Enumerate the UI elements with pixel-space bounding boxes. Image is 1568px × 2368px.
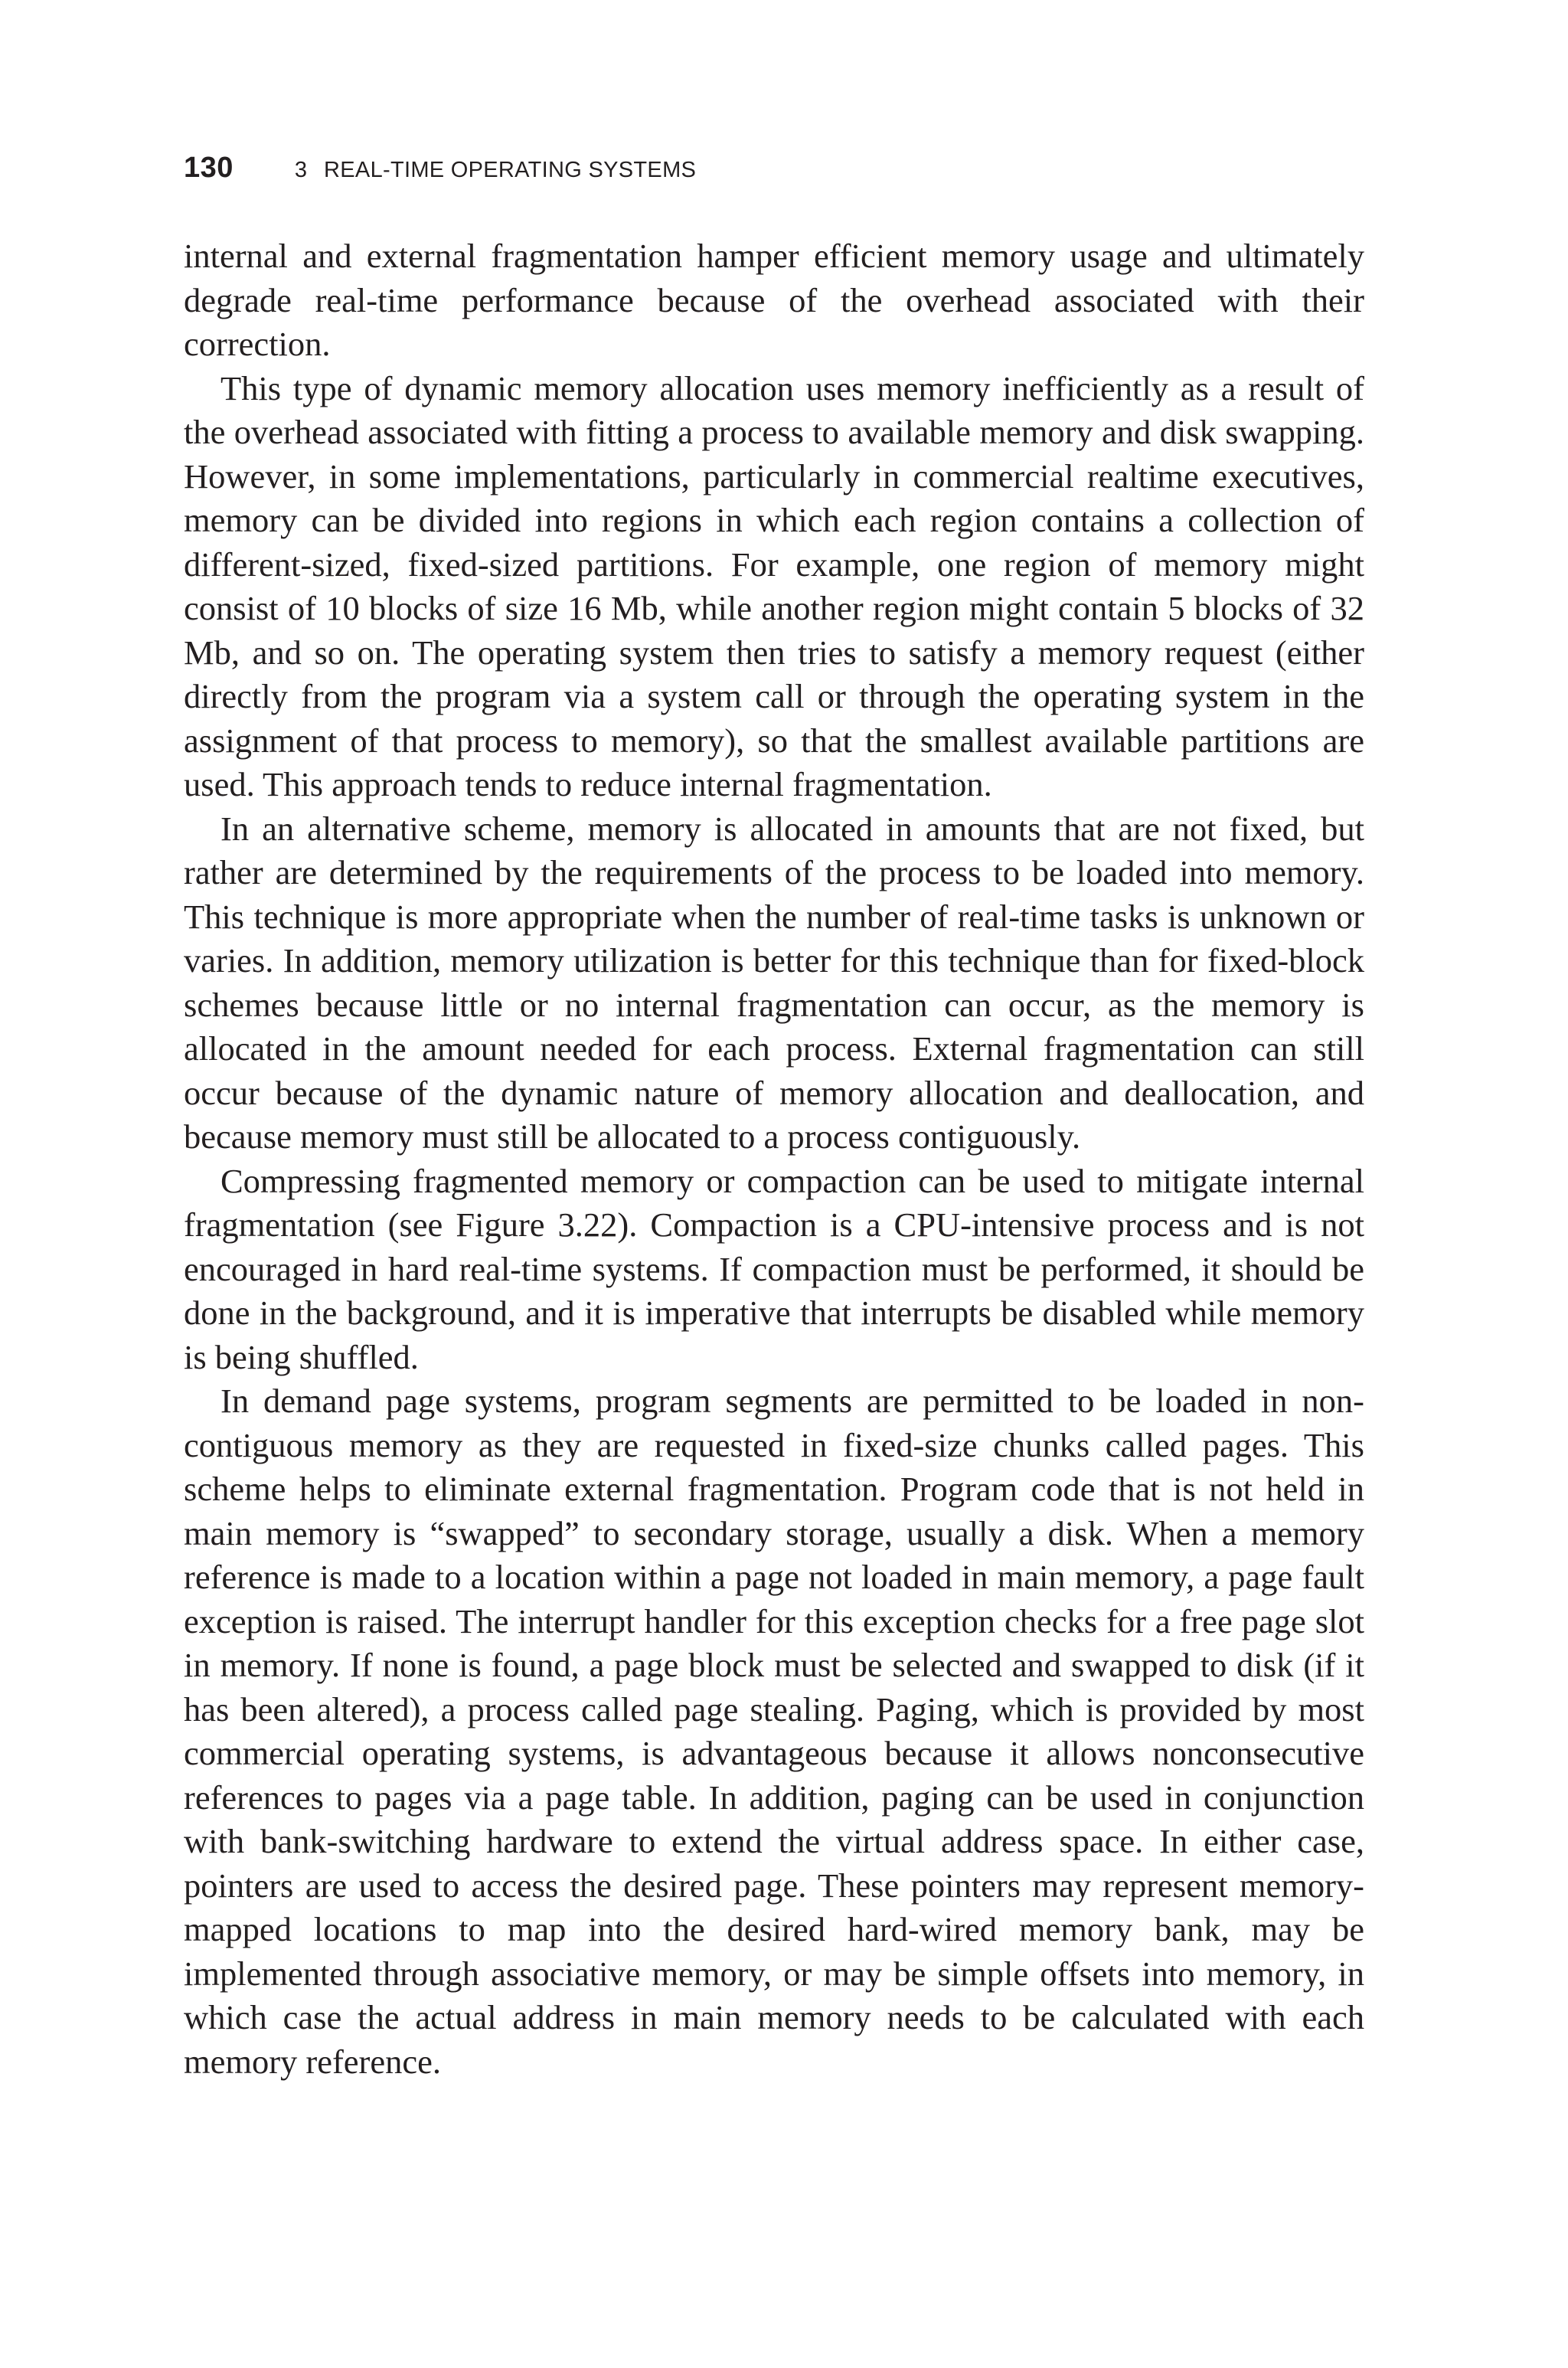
paragraph-continued: internal and external fragmentation hamper efficient memory usage and ultimately degrade real-time performance because of the overhead associated with their correction.: [184, 237, 1364, 363]
chapter-number: 3: [294, 158, 308, 182]
paragraph-alternative-scheme: In an alternative scheme, memory is allocated in amounts that are not fixed, but rather are determined by the requirements of the process to be loaded into memory. This technique is more appropriate when the number of real-time tasks is unknown or varies. In addition, memory utilization is better for this technique than for fixed-block schemes because little or no internal fragmentation can occur, as the memory is allocated in the amount needed for each process. External fragmentation can still occur because of the dynamic nature of memory allocation and deallocation, and because memory must still be allocated to a process contiguously.: [184, 809, 1364, 1156]
body-text: [184, 234, 1364, 2084]
running-head: [184, 152, 696, 190]
page-number: 130: [184, 152, 234, 184]
paragraph-compaction: Compressing fragmented memory or compaction can be used to mitigate internal fragmentation (see Figure 3.22). Compaction is a CPU-intensive process and is not encouraged in hard real-time systems. If compaction must be performed, it should be done in the background, and it is imperative that interrupts be disabled while memory is being shuffled.: [184, 1161, 1364, 1376]
chapter-title: REAL-TIME OPERATING SYSTEMS: [324, 158, 697, 182]
paragraph-demand-paging: In demand page systems, program segments are permitted to be loaded in noncontiguous memory as they are requested in fixed-size chunks called pages. This scheme helps to eliminate external fragmentation. Program code that is not held in main memory is “swapped” to secondary storage, usually a disk. When a memory reference is made to a location within a page not loaded in main memory, a page fault exception is raised. The interrupt handler for this exception checks for a free page slot in memory. If none is found, a page block must be selected and swapped to disk (if it has been altered), a process called page stealing. Paging, which is provided by most commercial operating systems, is advantageous because it allows nonconsecutive references to pages via a page table. In addition, paging can be used in conjunction with bank-switching hardware to extend the virtual address space. In either case, pointers are used to access the desired page. These pointers may represent memory-mapped locations to map into the desired hard-wired memory bank, may be implemented through associative memory, or may be simple offsets into memory, in which case the actual address in main memory needs to be calculated with each memory reference.: [184, 1382, 1364, 2081]
paragraph-dynamic-allocation: This type of dynamic memory allocation uses memory inefficiently as a result of the overhead associated with fitting a process to available memory and disk swapping. However, in some implementations, particularly in commercial realtime executives, memory can be divided into regions in which each region contains a collection of different-sized, fixed-sized partitions. For example, one region of memory might consist of 10 blocks of size 16 Mb, while another region might contain 5 blocks of 32 Mb, and so on. The operating system then tries to satisfy a memory request (either directly from the program via a system call or through the operating system in the assignment of that process to memory), so that the smallest available partitions are used. This approach tends to reduce internal fragmentation.: [184, 368, 1364, 803]
